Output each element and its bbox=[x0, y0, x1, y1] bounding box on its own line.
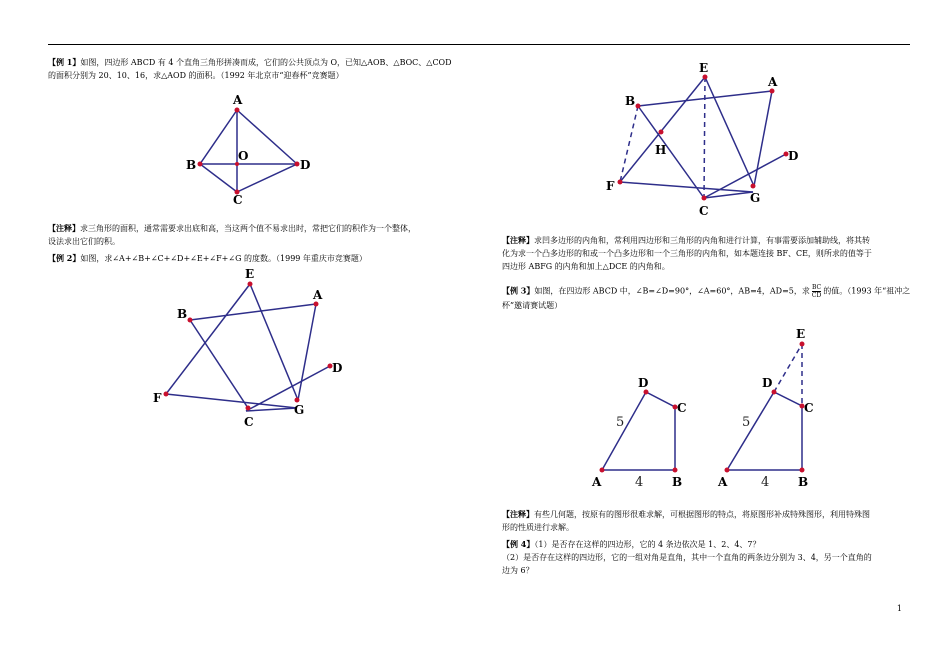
vertex-label: A bbox=[718, 475, 728, 489]
vertex-label: C bbox=[699, 204, 709, 218]
vertex-label: O bbox=[238, 149, 249, 163]
note-3-tag: 【注释】 bbox=[502, 509, 534, 519]
vertex-label: B bbox=[177, 307, 188, 321]
example-3-tag: 【例 3】 bbox=[502, 285, 535, 296]
vertex-label: A bbox=[768, 75, 778, 89]
vertex-label: G bbox=[750, 191, 761, 205]
vertex-label: C bbox=[244, 415, 254, 429]
vertex-label: C bbox=[804, 401, 814, 415]
example-4-text: 【例 4】（1）是否存在这样的四边形，它的 4 条边依次是 1、2、4、7？ （2）是否存在这样的四边形，它的一组对角是直角，其中一个直角的两条边分别为 3、4，另一个直角的 边为 6？ bbox=[502, 539, 872, 575]
vertex-label: C bbox=[677, 401, 687, 415]
side-length-label: 5 bbox=[742, 415, 751, 430]
note-1-text: 【注释】求三角形的面积，通常需要求出底和高，当这两个值不易求出时，常把它们的积作为一个整体， 设法求出它们的积。 bbox=[48, 223, 416, 246]
vertex-label: D bbox=[638, 376, 649, 390]
example-3-text: 【例 3】如图，在四边形 ABCD 中，∠B=∠D=90°，∠A=60°，AB=4，AD=5，求 $\frac{BC}{CD}$ 的值。（1993 年“祖冲之 杯”邀请赛试题） bbox=[502, 284, 911, 310]
figure-quadrilateral-3 bbox=[588, 372, 698, 490]
vertex-label: G bbox=[294, 403, 305, 417]
vertex-label: E bbox=[699, 61, 709, 75]
vertex-label: B bbox=[625, 94, 636, 108]
note-2-text: 【注释】求凹多边形的内角和，常利用四边形和三角形的内角和进行计算，有事需要添加辅助线，将其转 化为求一个凸多边形的和或一个凸多边形和一个三角形的内角和，如本题连接 BF、CE，则所求的值等于 四边形 ABFG 的内角和加上△DCE 的内角和。 bbox=[502, 235, 872, 271]
side-length-label: 5 bbox=[616, 415, 625, 430]
vertex-label: D bbox=[762, 376, 773, 390]
note-3-text: 【注释】有些几何题，按原有的图形很难求解，可根据图形的特点，将原图形补成特殊图形，利用特殊图 形的性质进行求解。 bbox=[502, 509, 870, 532]
vertex-label: D bbox=[332, 361, 343, 375]
fraction-bc-cd: $\frac{BC}{CD}$ bbox=[811, 284, 822, 299]
example-2-text: 【例 2】如图，求∠A+∠B+∠C+∠D+∠E+∠F+∠G 的度数。（1999 年重庆市竞赛题） bbox=[48, 253, 367, 263]
vertex-label: F bbox=[153, 391, 162, 405]
figure-quadrilateral-3-extended bbox=[716, 324, 826, 490]
side-length-label: 4 bbox=[761, 475, 770, 490]
vertex-label: D bbox=[300, 158, 311, 172]
vertex-label: C bbox=[233, 193, 243, 207]
vertex-label: D bbox=[788, 149, 799, 163]
note-1-tag: 【注释】 bbox=[48, 223, 80, 233]
vertex-label: B bbox=[798, 475, 809, 489]
vertex-label: E bbox=[245, 267, 255, 281]
header-rule bbox=[48, 44, 910, 45]
example-1-text: 【例 1】如图，四边形 ABCD 有 4 个直角三角形拼凑而成，它们的公共顶点为 O，已知△AOB、△BOC、△COD 的面积分别为 20、10、16，求△AOD 的面积。（1992 年北京市“迎春杯”竞赛题） bbox=[48, 57, 452, 80]
figure-quadrilateral-abcd bbox=[178, 90, 318, 205]
figure-star-angles bbox=[148, 268, 348, 428]
example-1-tag: 【例 1】 bbox=[48, 57, 81, 67]
page-number: 1 bbox=[896, 604, 902, 613]
vertex-label: B bbox=[672, 475, 683, 489]
figure-star-auxiliary bbox=[598, 60, 808, 225]
vertex-label: H bbox=[655, 143, 667, 157]
vertex-label: A bbox=[592, 475, 602, 489]
note-2-tag: 【注释】 bbox=[502, 235, 534, 245]
vertex-label: B bbox=[186, 158, 197, 172]
vertex-label: E bbox=[796, 327, 806, 341]
example-2-tag: 【例 2】 bbox=[48, 253, 81, 263]
example-4-tag: 【例 4】 bbox=[502, 539, 535, 549]
side-length-label: 4 bbox=[635, 475, 644, 490]
vertex-label: F bbox=[606, 179, 615, 193]
vertex-label: A bbox=[233, 93, 243, 107]
vertex-label: A bbox=[313, 288, 323, 302]
